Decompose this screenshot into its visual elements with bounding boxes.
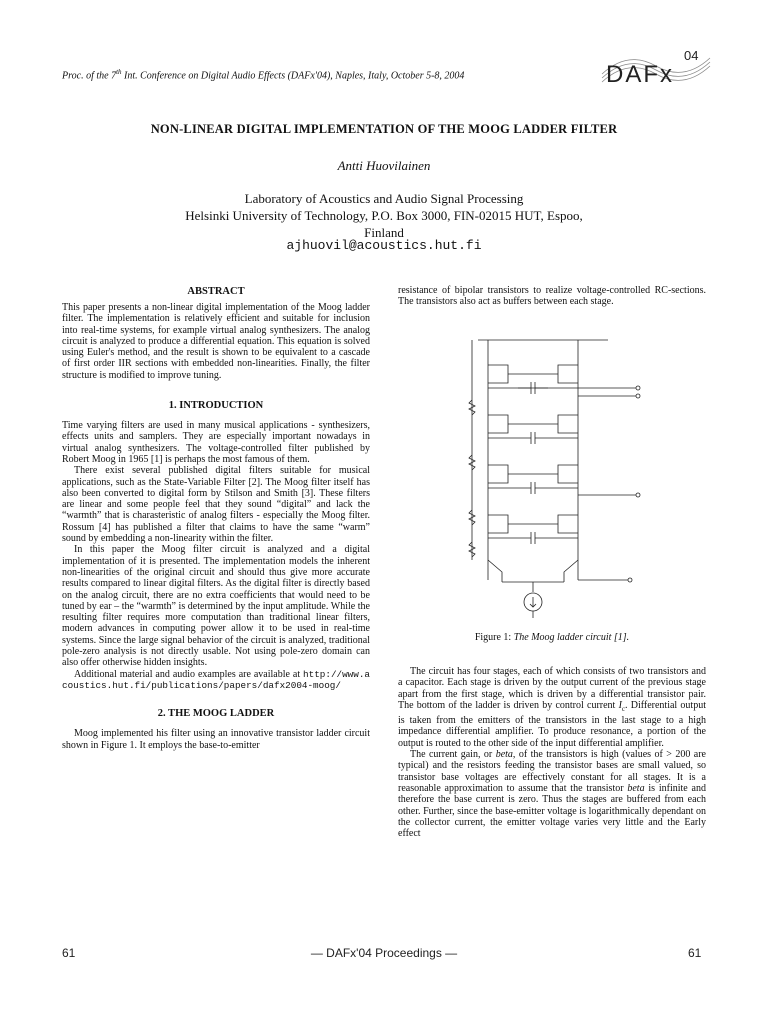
intro-paragraph-3: In this paper the Moog filter circuit is analyzed and a digital implementation of it is presented. The implementation models the inherent non-linearities of the original circuit and should thus give more accurate results compared to linear digital filters. As the digital filter is directly based on the analog circuit, there are no extra coefficients that would need to be tuned by ear – the “warmth” is determined by the input amplitude. While the resulting filter requires more computation than traditional linear filters, modern advances in computing power allow it to be used in real-time systems. Since the large signal behavior of the circuit is analyzed, traditional pole-zero analysis is not directly usable. Not using pole-zero domain can also offer otherwise hidden insights.: [62, 544, 370, 669]
author-email: ajhuovil@acoustics.hut.fi: [286, 238, 482, 253]
abstract-heading: ABSTRACT: [187, 286, 245, 297]
moog-paragraph-3: The current gain, or beta, of the transistors is high (values of > 200 are typical) and the resistors feeding the transistor bases are small valued, so transistor base voltages are effectively constant for all stages. It is a reasonable approximation to assume that the transistor beta is infinite and therefore the base current is zero. Thus the stages are buffered from each other. Further, since the base-emitter voltage is logarithmically dependant on the collector current, the emitter voltage varies very little and the Early effect: [398, 749, 706, 840]
paper-title: NON-LINEAR DIGITAL IMPLEMENTATION OF THE MOOG LADDER FILTER: [150, 122, 618, 136]
logo-text: DAFx: [606, 61, 674, 88]
moog-right-paragraph-1: resistance of bipolar transistors to realize voltage-controlled RC-sections. The transistors also act as buffers between each stage.: [398, 285, 706, 308]
right-column-top: [398, 285, 706, 308]
page-number-right: 61: [688, 946, 702, 960]
moog-ladder-circuit-figure: [458, 330, 648, 620]
moog-paragraph-2: The circuit has four stages, each of which consists of two transistors and a capacitor. Each stage is driven by the output current of the previous stage apart from the first stage, which is driven by a differential transistor pair. The bottom of the ladder is driven by control current $I_c$. Differential output is taken from the emitters of the transistors in the last stage to a high impedance differential amplifier. To produce resonance, a portion of the output is routed to the other side of the input differential amplifier.: [398, 666, 706, 749]
intro-paragraph-4: Additional material and audio examples are available at http://www.acoustics.hut.fi/publications/papers/dafx2004-moog/: [62, 668, 370, 691]
abstract-text: This paper presents a non-linear digital implementation of the Moog ladder filter. The implementation is relatively efficient and suitable for inclusion into real-time systems, for example virtual analog synthesizers. The analog circuit is analyzed to produce a differential equation. This equation is solved using Euler's method, and the result is shown to be equivalent to a cascade of first order IIR sections with embedded non-linearities. Finally, the filter structure is modified to improve tuning.: [62, 302, 370, 381]
conference-header: Proc. of the 7th Int. Conference on Digital Audio Effects (DAFx'04), Naples, Italy, October 5-8, 2004: [62, 68, 465, 82]
right-column-bottom: [398, 666, 706, 839]
footer-proceedings: — DAFx'04 Proceedings —: [310, 946, 458, 960]
moog-paragraph-1: Moog implemented his filter using an innovative transistor ladder circuit shown in Figure 1. It employs the base-to-emitter: [62, 728, 370, 751]
left-column: [62, 285, 370, 751]
dafx-logo: [598, 44, 714, 90]
figure-caption: Figure 1: The Moog ladder circuit [1].: [474, 632, 630, 643]
author-name: Antti Huovilainen: [337, 158, 431, 173]
page-number-left: 61: [62, 946, 76, 960]
introduction-heading: 1. INTRODUCTION: [168, 400, 264, 412]
publication-url[interactable]: http://www.acoustics.hut.fi/publications/papers/dafx2004-moog/: [62, 668, 370, 691]
logo-number: 04: [684, 48, 699, 63]
moog-ladder-heading: 2. THE MOOG LADDER: [157, 708, 275, 720]
intro-paragraph-2: There exist several published digital filters suitable for musical applications, such as the State-Variable Filter [2]. The Moog filter itself has also been converted to digital form by Stilson and Smith [3]. These filters are linear and some people feel that they sound “digital” and lack the “warmth” that is charasteristic of analog filters - especially the Moog filter. Rossum [4] has published a filter that claims to have the same “warm” sound by embedding a non-linearity within the filter.: [62, 465, 370, 545]
affiliation: Laboratory of Acoustics and Audio Signal Processing Helsinki University of Technology, P.O. Box 3000, FIN-02015 HUT, Espoo, Finland: [185, 191, 583, 240]
intro-paragraph-1: Time varying filters are used in many musical applications - synthesizers, effects units and samplers. They are especially important nowadays in virtual analog synthesizers. The voltage-controlled filter published by Robert Moog in 1965 [1] is perhaps the most famous of them.: [62, 420, 370, 465]
